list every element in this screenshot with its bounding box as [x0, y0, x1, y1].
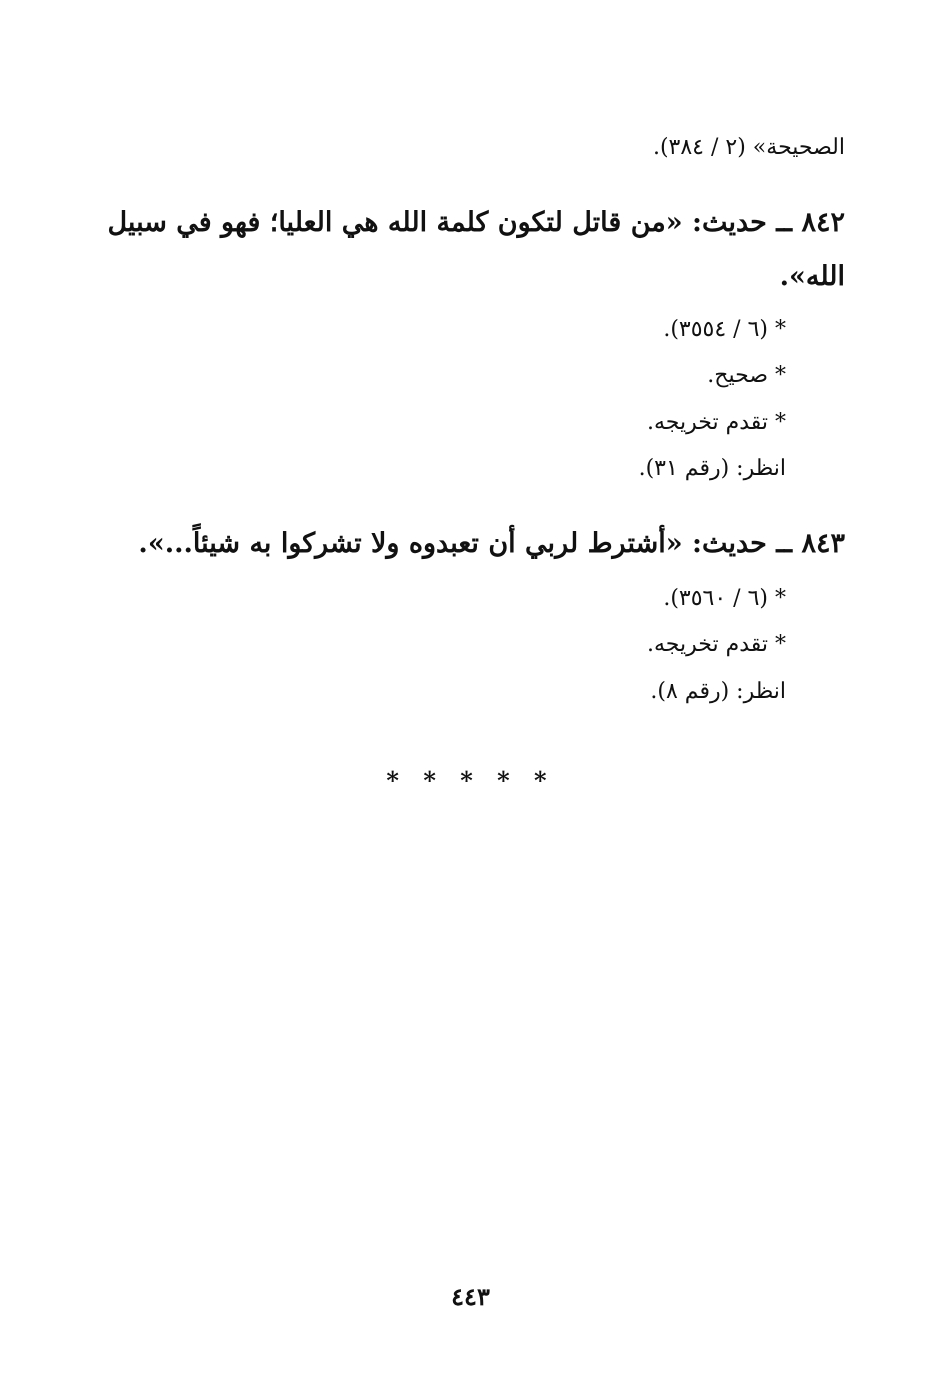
hadith-843-note-3: انظر: (رقم ٨).	[650, 679, 786, 704]
hadith-843-note-1: * (٦ / ٣٥٦٠).	[663, 586, 786, 611]
hadith-843-note-2: * تقدم تخريجه.	[647, 632, 786, 657]
hadith-842-line-2: الله».	[779, 261, 845, 292]
section-separator: * * * * *	[386, 766, 555, 795]
top-reference-line: الصحيحة» (٢ / ٣٨٤).	[652, 135, 845, 160]
hadith-842-note-1: * (٦ / ٣٥٥٤).	[663, 317, 786, 342]
page-number: ٤٤٣	[451, 1282, 490, 1311]
hadith-842-line-1: ٨٤٢ ــ حديث: «من قاتل لتكون كلمة الله هي العليا؛ فهو في سبيل	[107, 207, 845, 238]
hadith-842-note-2: * صحيح.	[707, 363, 786, 388]
hadith-843-line-1: ٨٤٣ ــ حديث: «أشترط لربي أن تعبدوه ولا تشركوا به شيئاً...».	[138, 528, 845, 559]
hadith-842-note-4: انظر: (رقم ٣١).	[638, 456, 786, 481]
hadith-842-note-3: * تقدم تخريجه.	[647, 410, 786, 435]
